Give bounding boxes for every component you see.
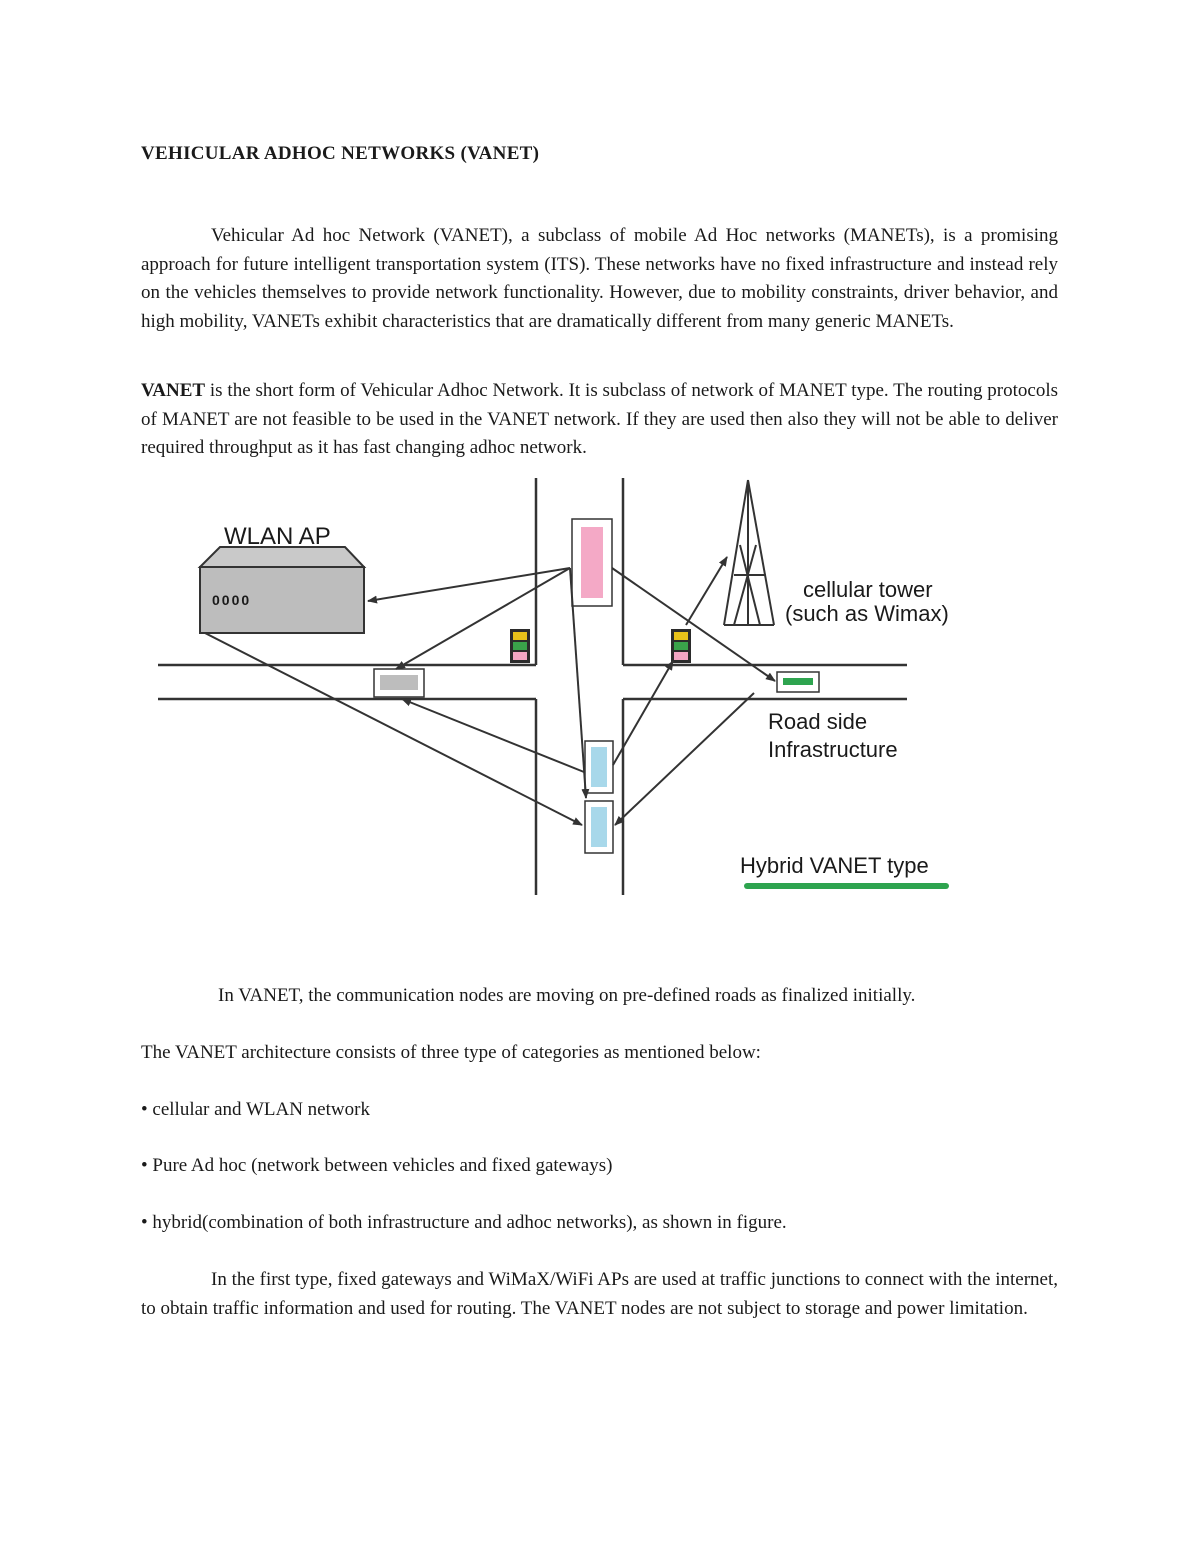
- vehicle-pink: [572, 519, 612, 606]
- bullet-item-3: • hybrid(combination of both infrastructure and adhoc networks), as shown in figure.: [141, 1212, 787, 1233]
- traffic-signal-right: [671, 629, 691, 663]
- architecture-intro: The VANET architecture consists of three type of categories as mentioned below:: [141, 1042, 761, 1063]
- first-type-paragraph: In the first type, fixed gateways and WiMaX/WiFi APs are used at traffic junctions to connect with the internet, to obtain traffic information and used for routing. The VANET nodes are not subject to storage and power limitation.: [141, 1269, 1058, 1319]
- bullet-item-2: • Pure Ad hoc (network between vehicles and fixed gateways): [141, 1155, 613, 1176]
- road-side-unit: [777, 672, 819, 692]
- traffic-signal-left: [510, 629, 530, 663]
- nodes-sentence: In VANET, the communication nodes are moving on pre-defined roads as finalized initially.: [218, 985, 916, 1006]
- vanet-definition-paragraph: [141, 377, 1058, 463]
- hybrid-vanet-diagram: [150, 475, 970, 900]
- vanet-bold-term: VANET: [141, 380, 206, 401]
- cellular-tower-icon: [724, 480, 774, 625]
- legend-color-bar: [744, 883, 949, 889]
- document-title: VEHICULAR ADHOC NETWORKS (VANET): [141, 143, 540, 164]
- rsu-label-line2: Infrastructure: [768, 737, 898, 762]
- wlan-ap-ports: 0000: [212, 592, 252, 608]
- wlan-ap-label: WLAN AP: [224, 523, 331, 550]
- vehicle-blue-upper: [585, 741, 613, 793]
- intro-paragraph: Vehicular Ad hoc Network (VANET), a subclass of mobile Ad Hoc networks (MANETs), is a promising approach for future intelligent transportation system (ITS). These networks have no fixed infrastructure and instead rely on the vehicles themselves to provide network functionality. However, due to mobility constraints, driver behavior, and high mobility, VANETs exhibit characteristics that are dramatically different from many generic MANETs.: [141, 225, 1058, 332]
- tower-label-line1: cellular tower: [803, 577, 933, 602]
- vanet-definition-text: is the short form of Vehicular Adhoc Network. It is subclass of network of MANET type. The routing protocols of MANET are not feasible to be used in the VANET network. If they are used then also they will not be able to deliver required throughput as it has fast changing adhoc network.: [141, 380, 1058, 459]
- tower-label-line2: (such as Wimax): [785, 601, 949, 626]
- bullet-item-1: • cellular and WLAN network: [141, 1099, 370, 1120]
- legend-label: Hybrid VANET type: [740, 853, 929, 878]
- wlan-ap-device: [200, 547, 364, 633]
- vehicle-gray: [374, 669, 424, 697]
- vehicle-blue-lower: [585, 801, 613, 853]
- rsu-label-line1: Road side: [768, 709, 868, 734]
